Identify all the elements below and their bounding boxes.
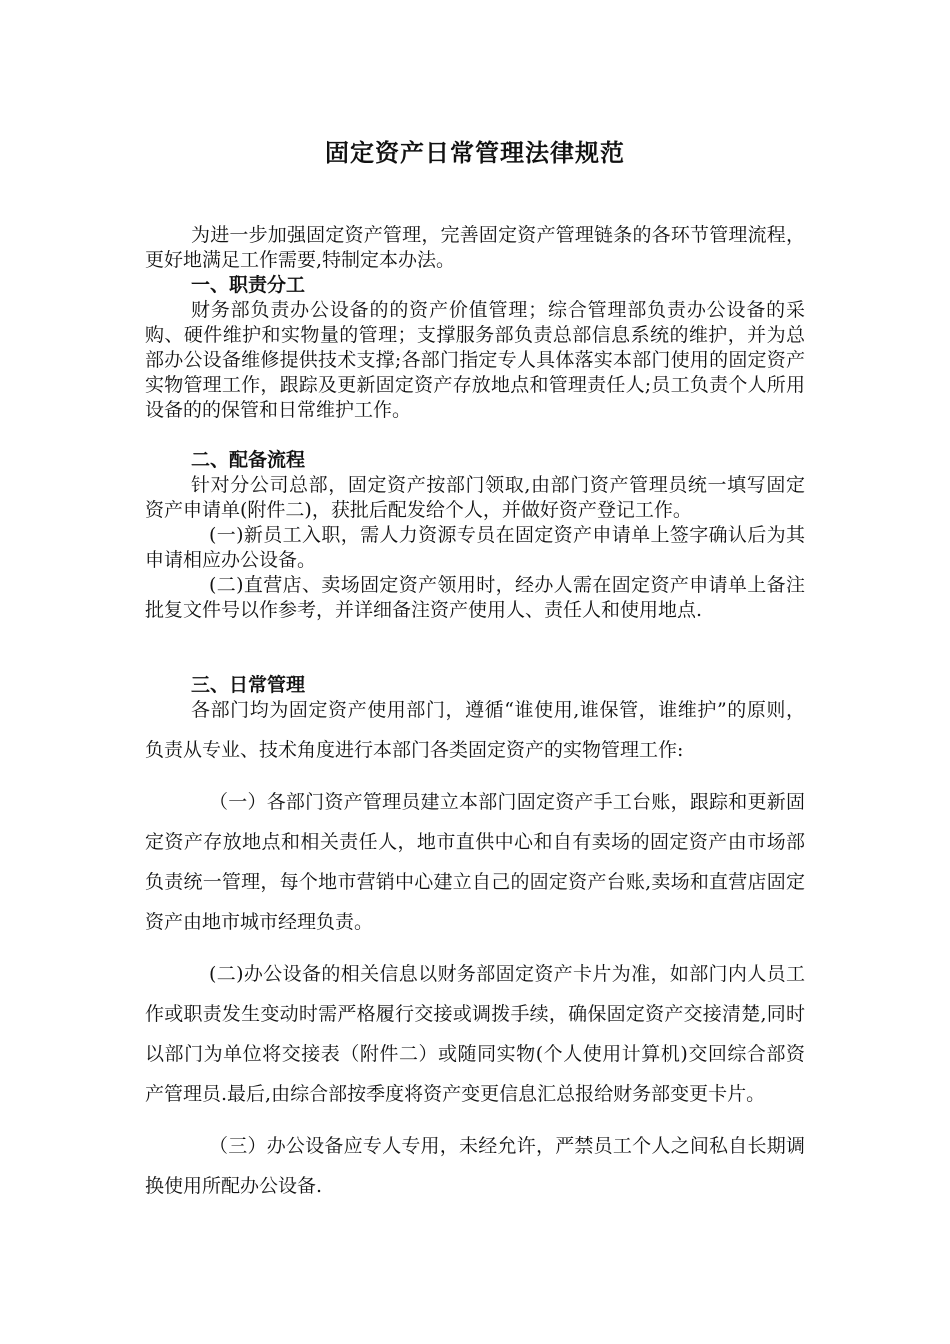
daily-management-content [145, 690, 805, 1206]
intro-paragraph: 为进一步加强固定资产管理，完善固定资产管理链条的各环节管理流程，更好地满足工作需要,特制定本办法。 [145, 224, 805, 271]
allocation-item-1: (一)新员工入职，需人力资源专员在固定资产申请单上签字确认后为其申请相应办公设备。 [145, 524, 805, 571]
daily-management-item-1: （一）各部门资产管理员建立本部门固定资产手工台账，跟踪和更新固定资产存放地点和相关责任人，地市直供中心和自有卖场的固定资产由市场部负责统一管理，每个地市营销中心建立自己的固定资产台账,卖场和直营店固定资产由地市城市经理负责。 [145, 791, 805, 933]
section-heading-allocation: 二、配备流程 [191, 449, 306, 471]
section-body-allocation: 针对分公司总部，固定资产按部门领取,由部门资产管理员统一填写固定资产申请单(附件二)，获批后配发给个人，并做好资产登记工作。 [145, 474, 805, 521]
allocation-item-2: (二)直营店、卖场固定资产领用时，经办人需在固定资产申请单上备注批复文件号以作参考，并详细备注资产使用人、责任人和使用地点. [145, 574, 805, 621]
section-duties [145, 273, 805, 423]
document-title: 固定资产日常管理法律规范 [325, 138, 625, 167]
section-body-daily-management: 各部门均为固定资产使用部门，遵循“谁使用,谁保管，谁维护”的原则，负责从专业、技术角度进行本部门各类固定资产的实物管理工作: [145, 699, 805, 761]
section-body-duties: 财务部负责办公设备的的资产价值管理；综合管理部负责办公设备的采购、硬件维护和实物量的管理；支撑服务部负责总部信息系统的维护，并为总部办公设备维修提供技术支撑;各部门指定专人具体落实本部门使用的固定资产实物管理工作，跟踪及更新固定资产存放地点和管理责任人;员工负责个人所用设备的的保管和日常维护工作。 [145, 299, 805, 421]
daily-management-item-2: (二)办公设备的相关信息以财务部固定资产卡片为准，如部门内人员工作或职责发生变动时需严格履行交接或调拨手续，确保固定资产交接清楚,同时以部门为单位将交接表（附件二）或随同实物(个人使用计算机)交回综合部资产管理员.最后,由综合部按季度将资产变更信息汇总报给财务部变更卡片。 [145, 963, 805, 1105]
section-heading-duties: 一、职责分工 [191, 274, 306, 296]
daily-management-item-3: （三）办公设备应专人专用，未经允许，严禁员工个人之间私自长期调换使用所配办公设备. [145, 1135, 805, 1197]
intro-block [145, 223, 805, 273]
section-allocation [145, 448, 805, 623]
section-heading-daily-management: 三、日常管理 [191, 674, 306, 696]
